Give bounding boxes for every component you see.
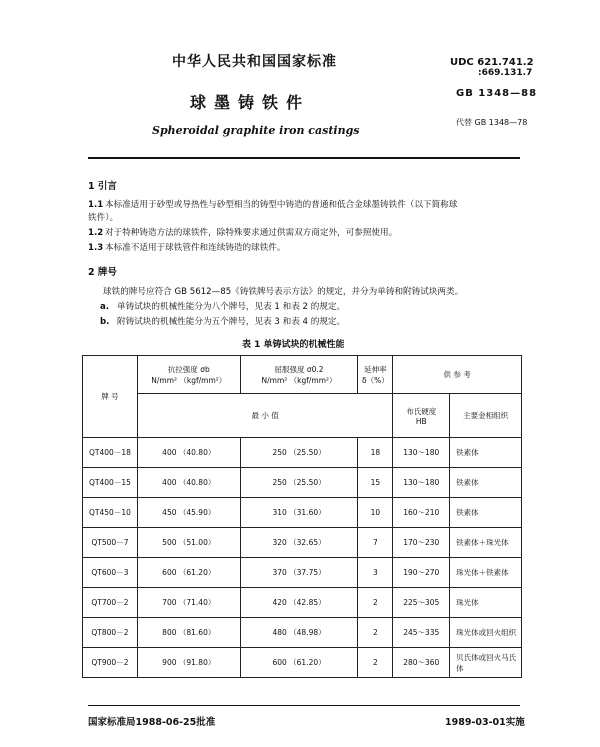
cell-elongation: 2	[358, 588, 393, 618]
clause-1-3-number: 1.3	[88, 243, 104, 253]
cell-matrix: 珠光体＋铁素体	[450, 558, 522, 588]
header-yield-strength	[240, 356, 358, 394]
mechanical-properties-table	[82, 355, 522, 678]
cell-matrix: 铁素体	[450, 498, 522, 528]
approval-date: 国家标准局1988-06-25批准	[88, 717, 216, 728]
replaces-note: 代替 GB 1348—78	[456, 118, 528, 127]
clause-1-2-number: 1.2	[88, 228, 104, 238]
udc-code-line2: :669.131.7	[478, 68, 533, 78]
cell-hardness: 245～335	[393, 618, 450, 648]
udc-code-line1: UDC 621.741.2	[450, 57, 534, 68]
cell-elongation: 18	[358, 438, 393, 468]
clause-1-1-text: 本标准适用于砂型或导热性与砂型相当的铸型中铸造的普通和低合金球墨铸铁件（以下简称球	[105, 200, 458, 210]
table-row	[83, 468, 522, 498]
cell-hardness: 170～230	[393, 528, 450, 558]
cell-yield: 310 （31.60）	[240, 498, 358, 528]
header-yield-l2: N/mm² （kgf/mm²）	[261, 375, 337, 385]
cell-grade: QT500－7	[83, 528, 138, 558]
cell-grade: QT900－2	[83, 648, 138, 678]
cell-grade: QT700－2	[83, 588, 138, 618]
cell-tensile: 900 （91.80）	[137, 648, 240, 678]
cell-tensile: 800 （81.60）	[137, 618, 240, 648]
clause-1-1-text-cont: 铁件）。	[88, 213, 119, 223]
header-tensile-strength	[137, 356, 240, 394]
cell-elongation: 10	[358, 498, 393, 528]
table-row	[83, 648, 522, 678]
cell-hardness: 160～210	[393, 498, 450, 528]
header-tensile-l1: 抗拉强度 σb	[167, 364, 210, 374]
cell-tensile: 700 （71.40）	[137, 588, 240, 618]
header-elongation-l2: δ（%）	[362, 375, 389, 385]
section-2-heading: 2 牌号	[88, 267, 117, 278]
cell-matrix: 贝氏体或回火马氏体	[450, 648, 522, 678]
clause-1-1-number: 1.1	[88, 200, 104, 210]
header-elongation-l1: 延伸率	[364, 364, 387, 374]
clause-1-2-text: 对于特种铸造方法的球铁件，除特殊要求通过供需双方商定外，可参照使用。	[105, 228, 398, 238]
clause-2-text: 球铁的牌号应符合 GB 5612—85《铸铁牌号表示方法》的规定，并分为单铸和附铸试块两类。	[103, 287, 464, 297]
standard-title: 中华人民共和国国家标准	[172, 54, 337, 70]
cell-elongation: 15	[358, 468, 393, 498]
table-1-caption: 表 1 单铸试块的机械性能	[242, 340, 345, 350]
cell-matrix: 铁素体	[450, 438, 522, 468]
clause-2b-label: b.	[100, 317, 110, 327]
table-row	[83, 588, 522, 618]
gb-number: GB 1348—88	[456, 88, 538, 99]
document-title: 球墨铸铁件	[190, 93, 311, 112]
cell-tensile: 400 （40.80）	[137, 438, 240, 468]
table-row	[83, 528, 522, 558]
cell-grade: QT400－15	[83, 468, 138, 498]
cell-yield: 250 （25.50）	[240, 438, 358, 468]
cell-matrix: 珠光体或回火组织	[450, 618, 522, 648]
header-hardness-l1: 布氏硬度	[406, 406, 437, 416]
cell-grade: QT800－2	[83, 618, 138, 648]
cell-hardness: 130～180	[393, 468, 450, 498]
cell-yield: 370 （37.75）	[240, 558, 358, 588]
cell-elongation: 7	[358, 528, 393, 558]
cell-tensile: 400 （40.80）	[137, 468, 240, 498]
header-matrix: 主要金相组织	[450, 394, 522, 438]
cell-tensile: 600 （61.20）	[137, 558, 240, 588]
cell-hardness: 280～360	[393, 648, 450, 678]
table-row	[83, 558, 522, 588]
cell-yield: 480 （48.98）	[240, 618, 358, 648]
cell-elongation: 2	[358, 648, 393, 678]
cell-yield: 420 （42.85）	[240, 588, 358, 618]
cell-elongation: 2	[358, 618, 393, 648]
cell-elongation: 3	[358, 558, 393, 588]
effective-date: 1989-03-01实施	[445, 717, 525, 728]
clause-2b-text: 附铸试块的机械性能分为五个牌号，见表 3 和表 4 的规定。	[117, 317, 346, 327]
cell-grade: QT450－10	[83, 498, 138, 528]
header-grade: 牌 号	[83, 356, 138, 438]
section-1-heading: 1 引言	[88, 181, 117, 192]
header-yield-l1: 屈服强度 σ0.2	[274, 364, 324, 374]
cell-hardness: 130～180	[393, 438, 450, 468]
cell-yield: 250 （25.50）	[240, 468, 358, 498]
table-row	[83, 438, 522, 468]
cell-tensile: 500 （51.00）	[137, 528, 240, 558]
header-hardness-l2: HB	[415, 416, 427, 426]
cell-tensile: 450 （45.90）	[137, 498, 240, 528]
cell-matrix: 铁素体＋珠光体	[450, 528, 522, 558]
table-row	[83, 498, 522, 528]
cell-grade: QT600－3	[83, 558, 138, 588]
header-minimum-values: 最 小 值	[137, 394, 392, 438]
cell-yield: 320 （32.65）	[240, 528, 358, 558]
header-elongation	[358, 356, 393, 394]
clause-1-3-text: 本标准不适用于球铁管件和连续铸造的球铁件。	[105, 243, 286, 253]
header-reference: 供 参 考	[393, 356, 522, 394]
cell-grade: QT400－18	[83, 438, 138, 468]
cell-yield: 600 （61.20）	[240, 648, 358, 678]
header-rule	[88, 157, 520, 159]
header-hardness	[393, 394, 450, 438]
cell-hardness: 190～270	[393, 558, 450, 588]
clause-2a-text: 单铸试块的机械性能分为八个牌号，见表 1 和表 2 的规定。	[117, 302, 346, 312]
cell-hardness: 225～305	[393, 588, 450, 618]
clause-2a-label: a.	[100, 302, 110, 312]
english-title: Spheroidal graphite iron castings	[152, 124, 360, 137]
table-row	[83, 618, 522, 648]
cell-matrix: 铁素体	[450, 468, 522, 498]
footer-rule	[88, 705, 520, 706]
header-tensile-l2: N/mm² （kgf/mm²）	[151, 375, 227, 385]
cell-matrix: 珠光体	[450, 588, 522, 618]
